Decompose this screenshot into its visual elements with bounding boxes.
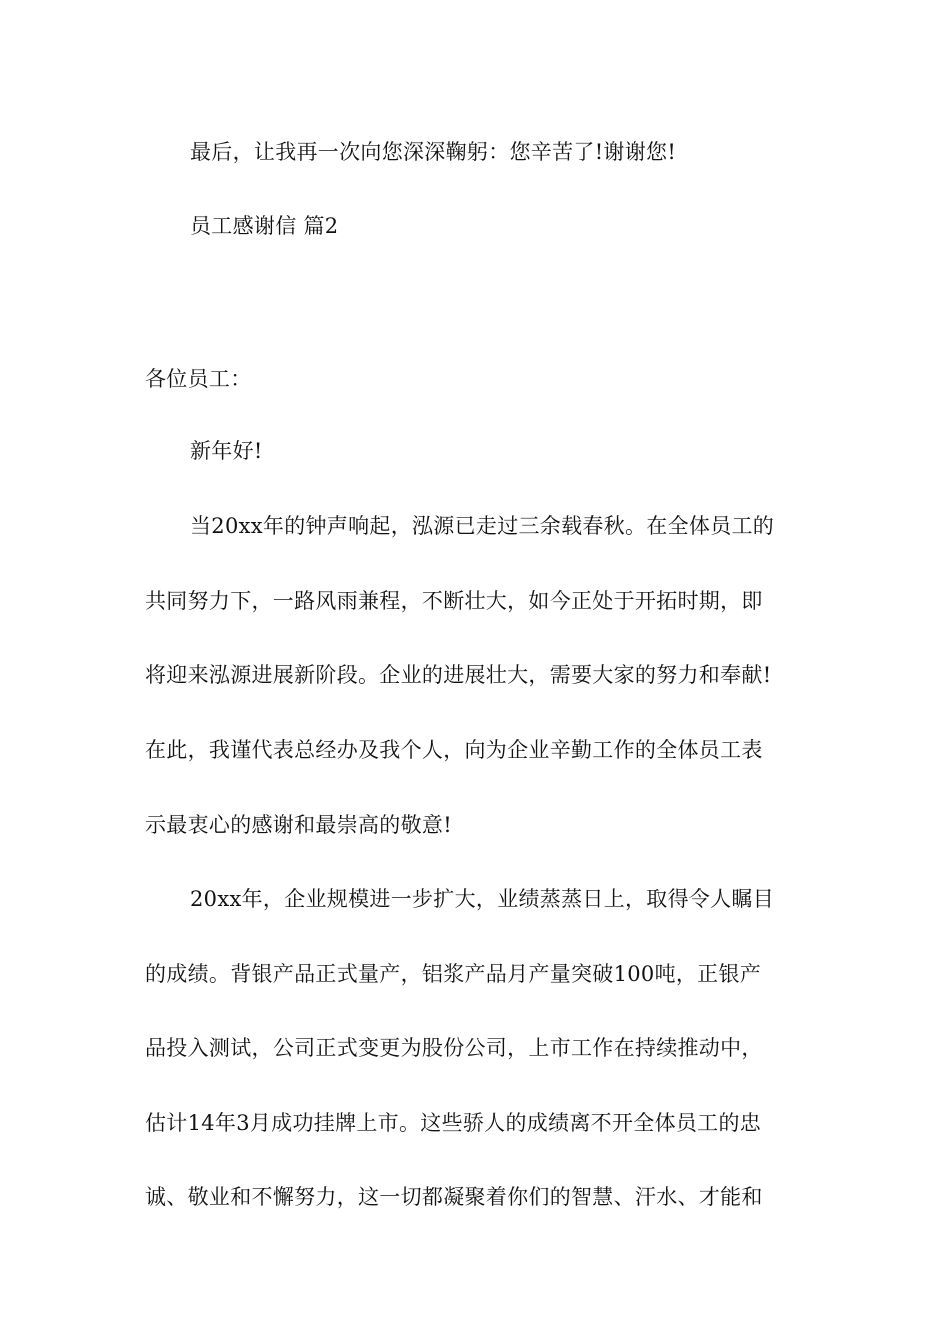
section-title: 员工感谢信 篇2	[190, 214, 339, 238]
paragraph-line: 诚、敬业和不懈努力，这一切都凝聚着你们的智慧、汗水、才能和	[145, 1185, 763, 1209]
paragraph-line: 将迎来泓源进展新阶段。企业的进展壮大，需要大家的努力和奉献!	[145, 663, 772, 687]
paragraph-line: 在此，我谨代表总经办及我个人，向为企业辛勤工作的全体员工表	[145, 738, 763, 762]
paragraph-line: 共同努力下，一路风雨兼程，不断壮大，如今正处于开拓时期，即	[145, 589, 763, 613]
greeting: 新年好!	[190, 439, 263, 463]
salutation: 各位员工：	[145, 367, 252, 391]
paragraph-line: 20xx年，企业规模进一步扩大，业绩蒸蒸日上，取得令人瞩目	[190, 887, 775, 911]
paragraph-line: 的成绩。背银产品正式量产，铝浆产品月产量突破100吨，正银产	[145, 962, 762, 986]
paragraph-line: 估计14年3月成功挂牌上市。这些骄人的成绩离不开全体员工的忠	[145, 1111, 762, 1135]
paragraph-line: 示最衷心的感谢和最崇高的敬意!	[145, 813, 452, 837]
paragraph-line: 当20xx年的钟声响起，泓源已走过三余载春秋。在全体员工的	[190, 514, 775, 538]
closing-line: 最后，让我再一次向您深深鞠躬：您辛苦了!谢谢您!	[190, 140, 677, 164]
paragraph-line: 品投入测试，公司正式变更为股份公司，上市工作在持续推动中，	[145, 1036, 763, 1060]
